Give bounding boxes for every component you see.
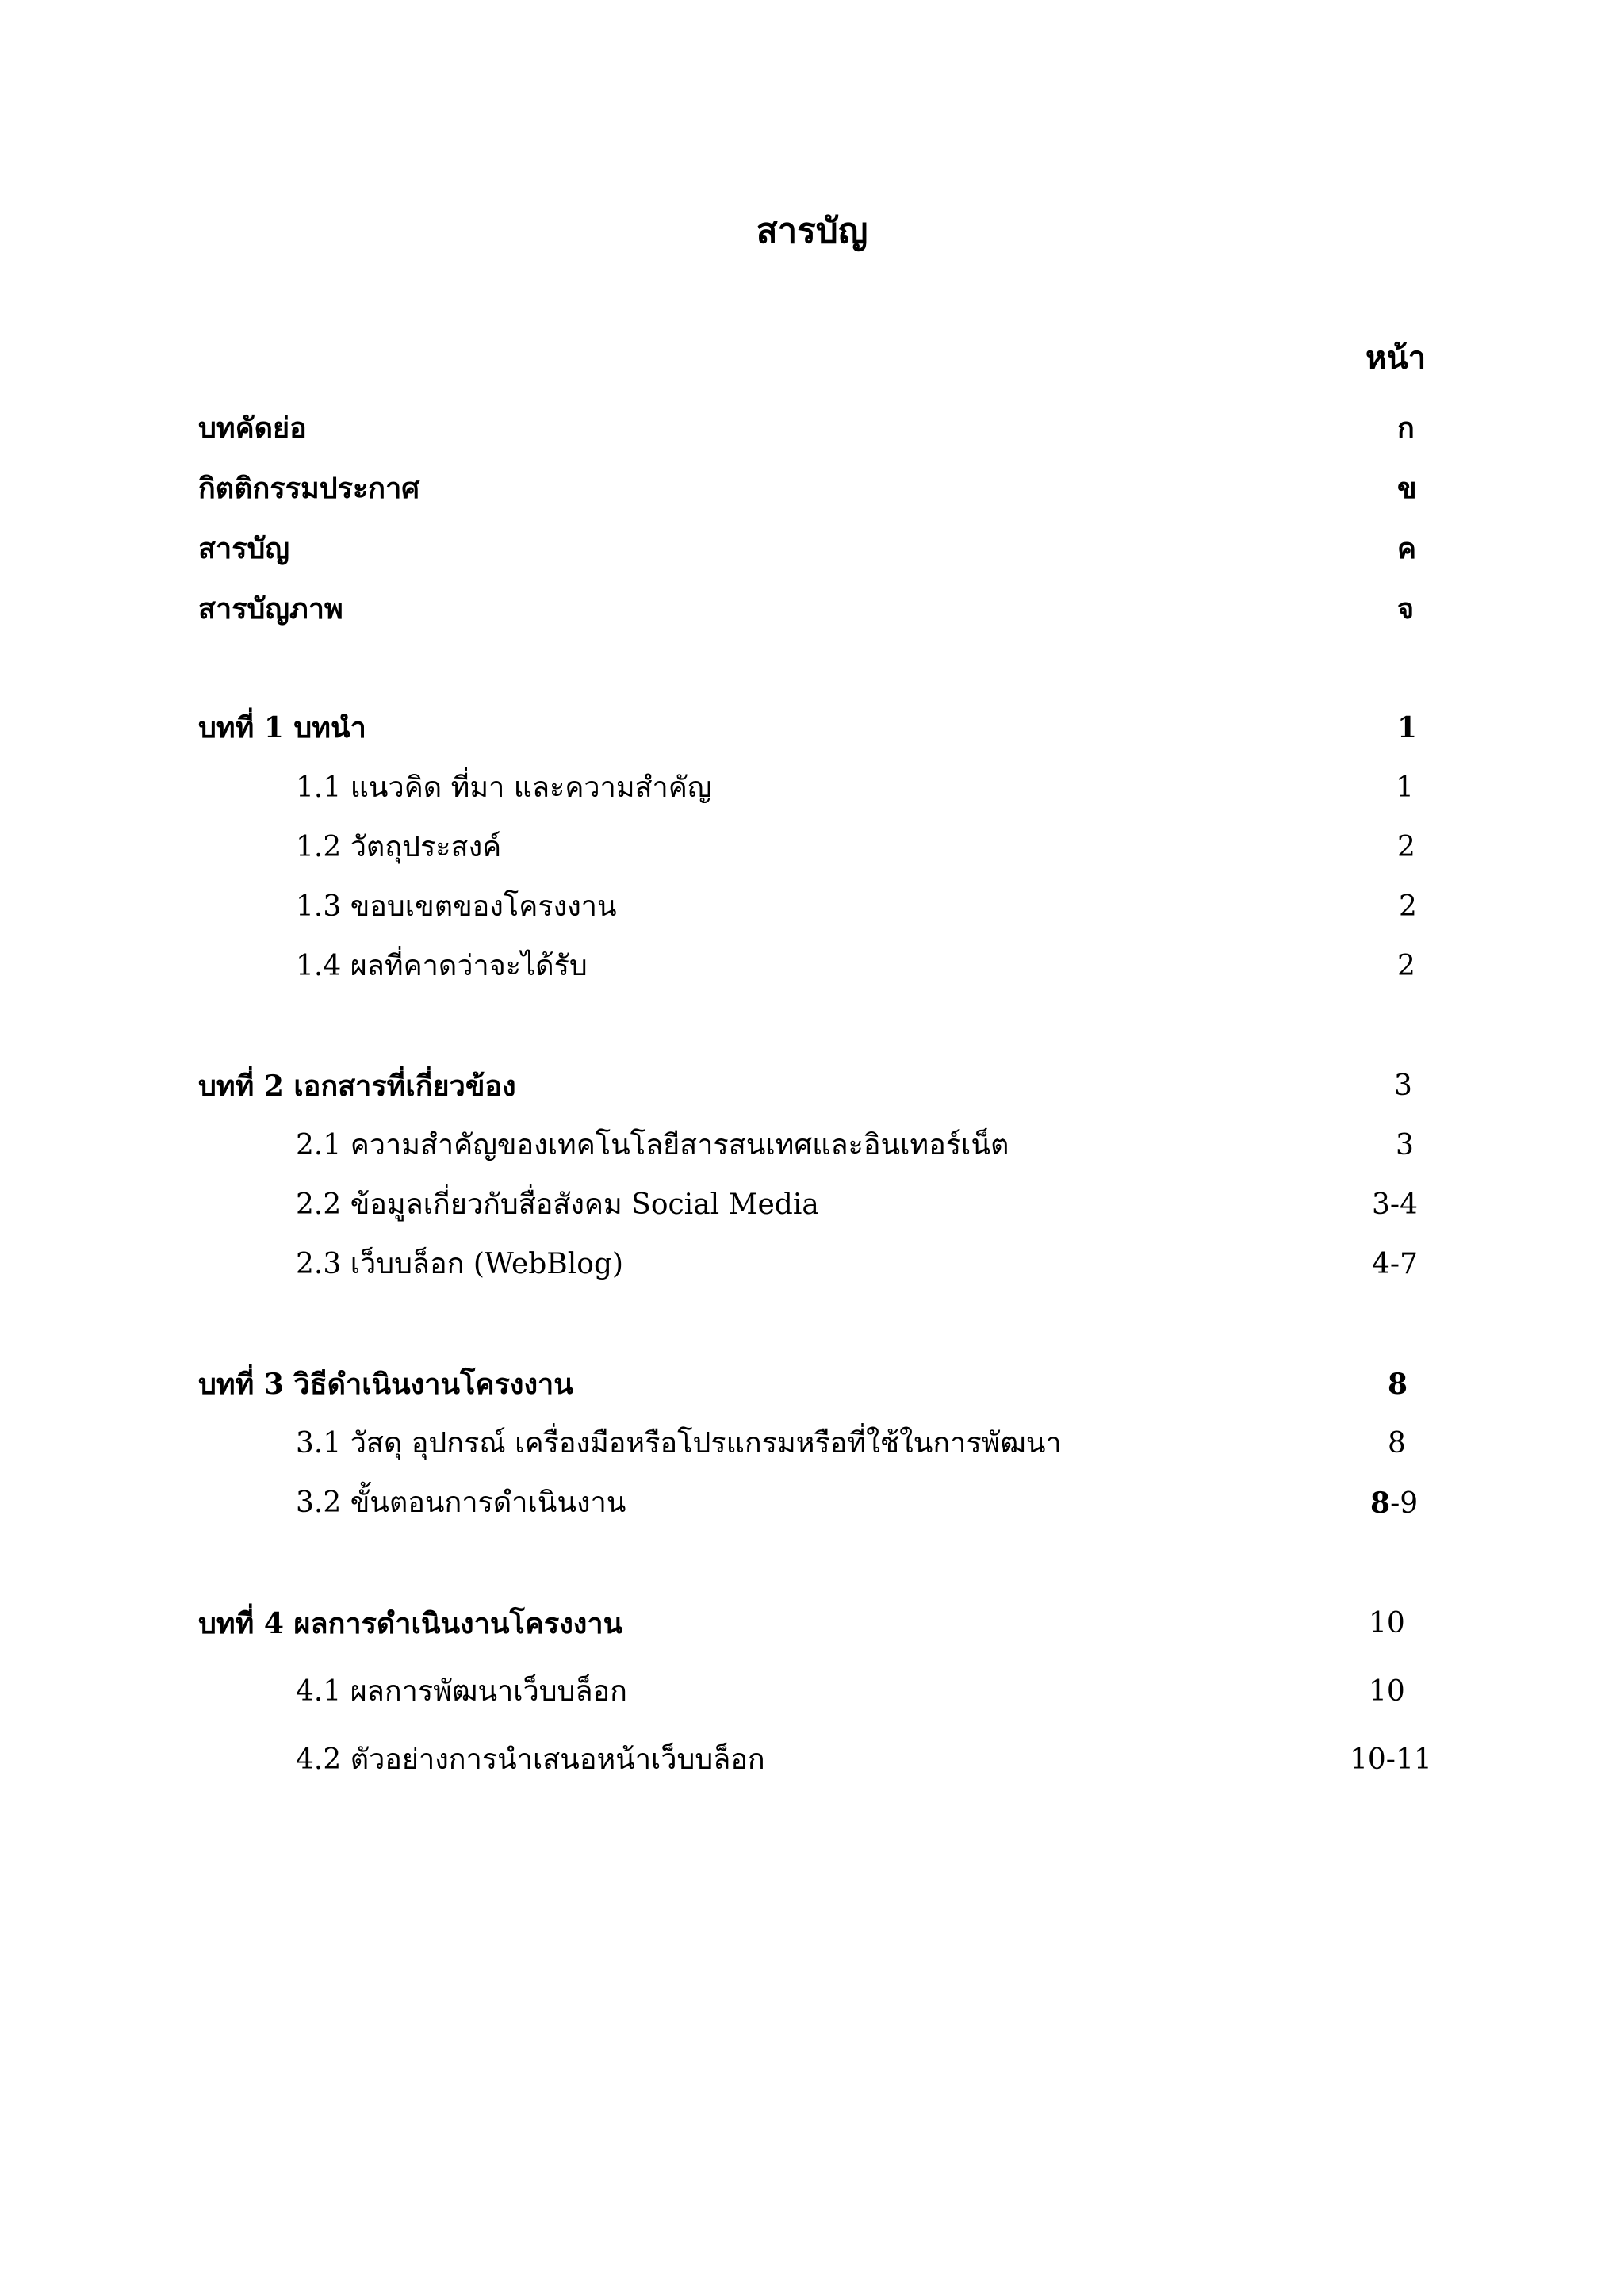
toc-section-page: 4-7 bbox=[1372, 1248, 1418, 1280]
toc-chapter bbox=[198, 1362, 1435, 1406]
toc-chapter bbox=[198, 1601, 1435, 1646]
toc-section-page-start: 8 bbox=[1370, 1487, 1391, 1520]
toc-section-label: 2.3 เว็บบล็อก (WebBlog) bbox=[296, 1248, 624, 1280]
toc-section bbox=[198, 825, 1435, 870]
toc-section bbox=[198, 1242, 1435, 1287]
toc-entry bbox=[198, 587, 1435, 631]
toc-section-label: 1.4 ผลที่คาดว่าจะได้รับ bbox=[296, 950, 588, 982]
toc-entry-label: สารบัญภาพ bbox=[198, 592, 343, 626]
toc-section bbox=[198, 1481, 1435, 1525]
toc-section-label: 3.1 วัสดุ อุปกรณ์ เครื่องมือหรือโปรแกรมหรือที่ใช้ในการพัฒนา bbox=[296, 1427, 1062, 1460]
toc-section bbox=[198, 1738, 1435, 1782]
toc-chapter-label: บทที่ 4 ผลการดำเนินงานโครงงาน bbox=[198, 1607, 623, 1640]
toc-chapter-label: บทที่ 3 วิธีดำเนินงานโครงงาน bbox=[198, 1368, 573, 1401]
page-title: สารบัญ bbox=[756, 211, 868, 251]
toc-section-page-end: -9 bbox=[1390, 1487, 1419, 1520]
toc-chapter-label: บทที่ 1 บทนำ bbox=[198, 711, 366, 744]
toc-section-page: 2 bbox=[1397, 950, 1415, 982]
toc-section-page: 10 bbox=[1369, 1675, 1405, 1708]
toc-section bbox=[198, 1670, 1435, 1714]
toc-section bbox=[198, 1183, 1435, 1227]
toc-section-label: 1.1 แนวคิด ที่มา และความสำคัญ bbox=[296, 771, 712, 804]
toc-entry bbox=[198, 466, 1435, 511]
toc-section-label: 2.2 ข้อมูลเกี่ยวกับสื่อสังคม Social Media bbox=[296, 1188, 819, 1221]
toc-chapter-page: 3 bbox=[1394, 1070, 1412, 1102]
toc-section-page: 10-11 bbox=[1350, 1743, 1432, 1776]
toc-entry-label: บทคัดย่อ bbox=[198, 411, 307, 445]
toc-section-label: 1.2 วัตถุประสงค์ bbox=[296, 831, 502, 863]
page-column-header: หน้า bbox=[1365, 339, 1427, 377]
toc-entry-label: กิตติกรรมประกาศ bbox=[198, 472, 420, 505]
toc-entry bbox=[198, 526, 1435, 571]
toc-section-page: 3 bbox=[1396, 1129, 1414, 1161]
toc-entry bbox=[198, 406, 1435, 450]
toc-section bbox=[198, 885, 1435, 929]
toc-entry-page: ก bbox=[1397, 411, 1415, 445]
toc-chapter-page: 8 bbox=[1388, 1368, 1408, 1401]
toc-section-page: 2 bbox=[1397, 831, 1415, 863]
toc-entry-page: ค bbox=[1397, 532, 1417, 565]
toc-section-label: 4.1 ผลการพัฒนาเว็บบล็อก bbox=[296, 1675, 627, 1708]
toc-section-page: 3-4 bbox=[1372, 1188, 1418, 1221]
toc-entry-page: จ bbox=[1397, 592, 1415, 626]
toc-chapter bbox=[198, 706, 1435, 750]
toc-chapter bbox=[198, 1064, 1435, 1108]
toc-section bbox=[198, 766, 1435, 810]
toc-section bbox=[198, 1123, 1435, 1168]
toc-section bbox=[198, 1422, 1435, 1466]
toc-chapter-label: บทที่ 2 เอกสารที่เกี่ยวข้อง bbox=[198, 1070, 516, 1103]
toc-section-label: 3.2 ขั้นตอนการดำเนินงาน bbox=[296, 1487, 626, 1519]
toc-section-page: 8 bbox=[1388, 1427, 1406, 1460]
toc-entry-page: ข bbox=[1397, 472, 1417, 505]
toc-section bbox=[198, 944, 1435, 989]
toc-section-page: 2 bbox=[1399, 890, 1417, 923]
toc-section-label: 4.2 ตัวอย่างการนำเสนอหน้าเว็บบล็อก bbox=[296, 1743, 765, 1776]
toc-entry-label: สารบัญ bbox=[198, 532, 290, 565]
toc-section-page: 1 bbox=[1396, 771, 1414, 804]
toc-section-label: 2.1 ความสำคัญของเทคโนโลยีสารสนเทศและอินเทอร์เน็ต bbox=[296, 1129, 1009, 1161]
toc-chapter-page: 1 bbox=[1397, 711, 1418, 744]
toc-section-label: 1.3 ขอบเขตของโครงงาน bbox=[296, 890, 617, 923]
toc-section-page bbox=[1370, 1481, 1418, 1526]
toc-chapter-page: 10 bbox=[1369, 1607, 1405, 1640]
